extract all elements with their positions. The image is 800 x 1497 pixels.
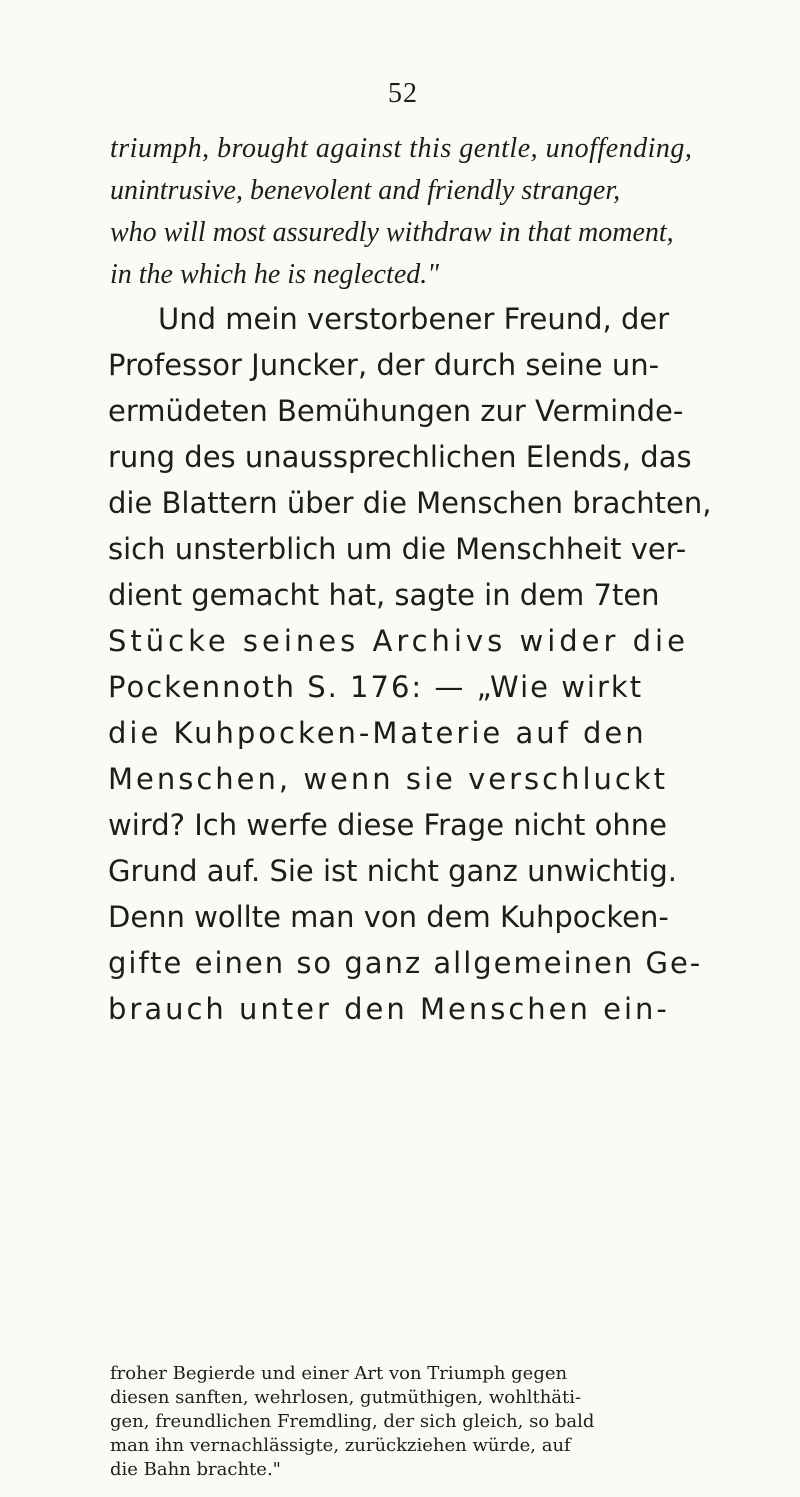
body-line: Professor Juncker, der durch seine un-: [108, 348, 660, 382]
english-quote-line: triumph, brought against this gentle, unoffending,: [110, 133, 693, 164]
body-line: rung des unaussprechlichen Elends, das: [108, 440, 692, 474]
english-quote-line: who will most assuredly withdraw in that moment,: [110, 217, 674, 248]
body-line: dient gemacht hat, sagte in dem 7ten: [108, 578, 660, 612]
body-line: die Blattern über die Menschen brachten,: [108, 486, 712, 520]
body-line: die Kuhpocken-Materie auf den: [108, 716, 647, 750]
english-quote-line: unintrusive, benevolent and friendly stranger,: [110, 175, 621, 206]
english-quote-continuation: [110, 128, 790, 296]
body-line: ermüdeten Bemühungen zur Verminde-: [108, 394, 684, 428]
footnote-line: diesen sanften, wehrlosen, gutmüthigen, wohlthäti-: [110, 1387, 582, 1408]
page-number: 52: [388, 78, 418, 109]
body-line: Denn wollte man von dem Kuhpocken-: [108, 900, 669, 934]
body-line: brauch unter den Menschen ein-: [108, 992, 670, 1026]
footnote-line: gen, freundlichen Fremdling, der sich gleich, so bald: [110, 1411, 595, 1432]
body-line: Grund auf. Sie ist nicht ganz unwichtig.: [108, 854, 678, 888]
body-line: Stücke seines Archivs wider die: [108, 624, 689, 658]
body-line: sich unsterblich um die Menschheit ver-: [108, 532, 687, 566]
footnote-line: die Bahn brachte.": [110, 1459, 281, 1480]
footnote-line: froher Begierde und einer Art von Triumph gegen: [110, 1363, 568, 1384]
body-line: Pockennoth S. 176: — „Wie wirkt: [108, 670, 644, 704]
body-line: Und mein verstorbener Freund, der: [158, 302, 670, 336]
body-line: gifte einen so ganz allgemeinen Ge-: [108, 946, 703, 980]
body-line: Menschen, wenn sie verschluckt: [108, 762, 669, 796]
main-paragraph: [108, 296, 798, 1032]
body-line: wird? Ich werfe diese Frage nicht ohne: [108, 808, 667, 842]
footnote-line: man ihn vernachlässigte, zurückziehen würde, auf: [110, 1435, 571, 1456]
footnote: [110, 1362, 790, 1482]
english-quote-line: in the which he is neglected.": [110, 259, 439, 290]
